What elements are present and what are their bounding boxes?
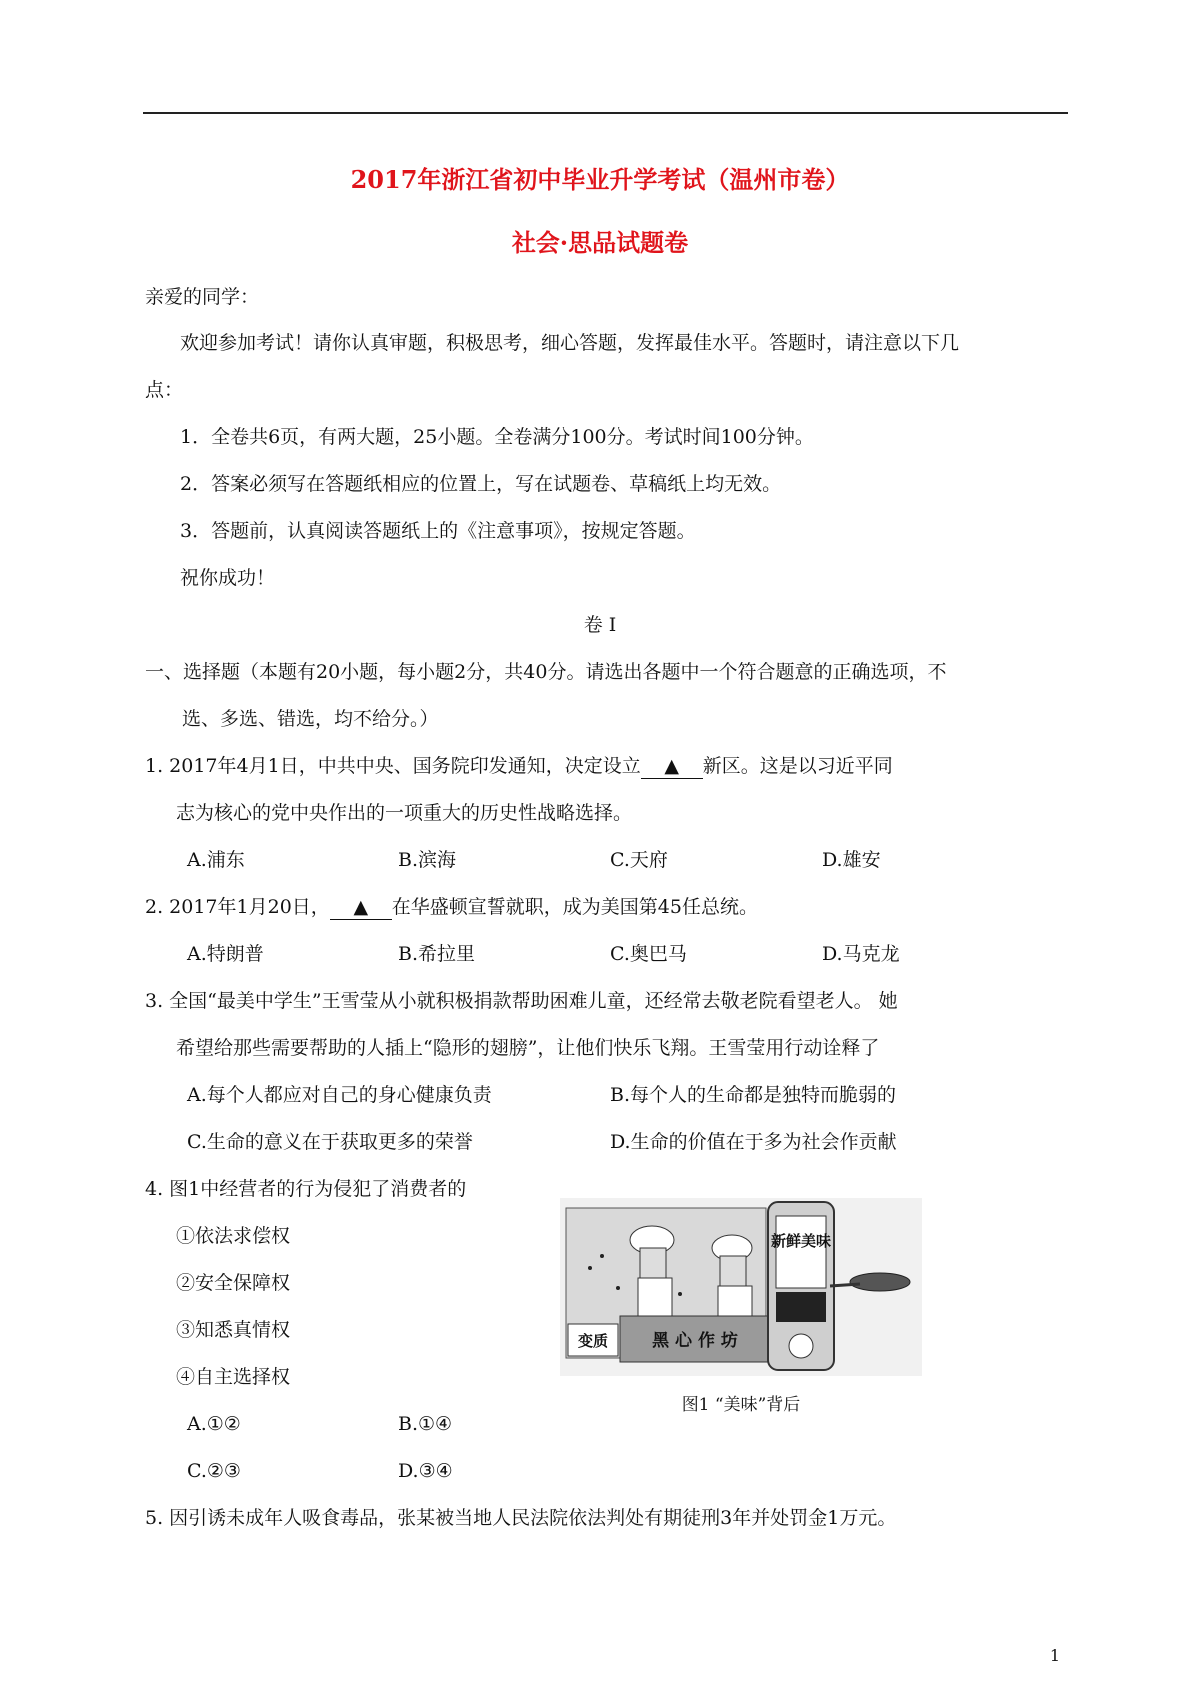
question-1-option-d: D.雄安 [822,849,881,871]
question-1-option-a: A.浦东 [187,849,245,871]
question-4-option-c: C.②③ [187,1460,241,1482]
figure-sign-label: 新鲜美味 [770,1232,832,1250]
question-3-option-a: A.每个人都应对自己的身心健康负责 [187,1084,492,1106]
question-2-option-b: B.希拉里 [398,943,476,965]
question-2-text-b: 在华盛顿宣誓就职，成为美国第45任总统。 [391,896,758,918]
question-2-line1 [145,895,758,920]
question-4-option-d: D.③④ [398,1460,453,1482]
question-2-option-d: D.马克龙 [822,943,900,965]
question-5-line1: 5. 因引诱未成年人吸食毒品，张某被当地人民法院依法判处有期徒刑3年并处罚金1万元。 [145,1507,897,1529]
closing: 祝你成功！ [180,567,276,589]
question-3-line2: 希望给那些需要帮助的人插上“隐形的翅膀”，让他们快乐飞翔。王雪莹用行动诠释了 [176,1037,880,1059]
question-3-line1: 3. 全国“最美中学生”王雪莹从小就积极捐款帮助困难儿童，还经常去敬老院看望老人。 她 [145,990,898,1012]
note-1: 1．全卷共6页，有两大题，25小题。全卷满分100分。考试时间100分钟。 [180,426,814,448]
question-4-item-3: ③知悉真情权 [176,1319,291,1341]
question-4-line1: 4. 图1中经营者的行为侵犯了消费者的 [145,1178,467,1200]
exam-subtitle: 社会·思品试题卷 [511,228,689,257]
question-1-option-c: C.天府 [610,849,668,871]
question-2-text-a: 2. 2017年1月20日， [145,896,330,918]
header-rule [143,112,1068,114]
question-4-item-4: ④自主选择权 [176,1366,291,1388]
section-heading-line1: 一、选择题（本题有20小题，每小题2分，共40分。请选出各题中一个符合题意的正确选项，不 [145,661,947,683]
question-1-line2: 志为核心的党中央作出的一项重大的历史性战略选择。 [176,802,633,824]
volume-label: 卷 Ⅰ [583,614,617,636]
question-4-option-b: B.①④ [398,1413,453,1435]
question-2-option-a: A.特朗普 [187,943,264,965]
salutation: 亲爱的同学： [145,286,260,308]
answer-blank: ▲ [641,754,703,779]
question-4-item-1: ①依法求偿权 [176,1225,291,1247]
figure-banner-label: 黑 心 作 坊 [652,1331,738,1351]
note-3: 3．答题前，认真阅读答题纸上的《注意事项》，按规定答题。 [180,520,696,542]
question-1-line1 [145,754,893,779]
question-3-option-c: C.生命的意义在于获取更多的荣誉 [187,1131,473,1153]
question-3-option-b: B.每个人的生命都是独特而脆弱的 [610,1084,897,1106]
figure-1-cartoon [560,1198,922,1376]
intro-paragraph-line2: 点： [145,379,184,401]
question-1-text-b: 新区。这是以习近平同 [702,755,893,777]
figure-1-caption: 图1 “美味”背后 [681,1395,801,1415]
note-2: 2．答案必须写在答题纸相应的位置上，写在试题卷、草稿纸上均无效。 [180,473,782,495]
question-1-text-a: 1. 2017年4月1日，中共中央、国务院印发通知，决定设立 [145,755,641,777]
figure-box-label: 变质 [577,1332,609,1350]
question-2-option-c: C.奥巴马 [610,943,687,965]
page-number: 1 [1049,1646,1060,1665]
question-3-option-d: D.生命的价值在于多为社会作贡献 [610,1131,897,1153]
section-heading-line2: 选、多选、错选，均不给分。） [182,708,439,730]
question-4-item-2: ②安全保障权 [176,1272,291,1294]
question-1-option-b: B.滨海 [398,849,457,871]
answer-blank: ▲ [330,895,392,920]
intro-paragraph-line1: 欢迎参加考试！请你认真审题，积极思考，细心答题，发挥最佳水平。答题时，请注意以下几 [180,332,960,354]
exam-title: 2017年浙江省初中毕业升学考试（温州市卷） [350,165,850,194]
question-4-option-a: A.①② [187,1413,241,1435]
